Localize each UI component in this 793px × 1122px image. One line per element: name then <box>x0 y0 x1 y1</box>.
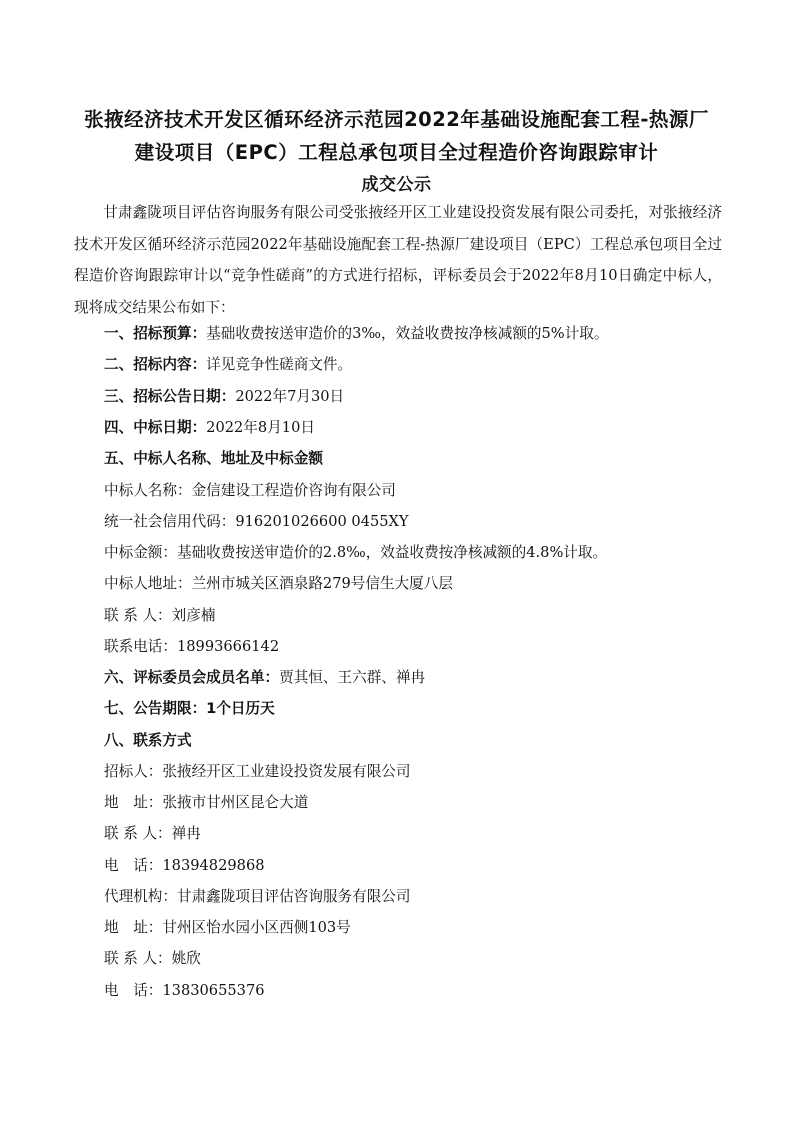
tenderer-address: 地 址：张掖市甘州区昆仑大道 <box>104 794 309 811</box>
agency-name: 代理机构：甘肃鑫陇项目评估咨询服务有限公司 <box>104 888 411 905</box>
section-budget-value: 基础收费按送审造价的3‰，效益收费按净核减额的5%计取。 <box>206 325 609 342</box>
section-award-date <box>104 416 315 437</box>
agency-phone: 电 话：13830655376 <box>104 982 265 999</box>
winner-phone: 联系电话：18993666142 <box>104 638 280 655</box>
winner-contact: 联 系 人：刘彦楠 <box>104 607 216 624</box>
title-line-1: 张掖经济技术开发区循环经济示范园2022年基础设施配套工程-热源厂 <box>84 108 709 131</box>
winner-amount: 中标金额：基础收费按送审造价的2.8‰，效益收费按净核减额的4.8%计取。 <box>104 544 608 561</box>
section-content <box>104 353 352 374</box>
section-committee <box>104 666 425 687</box>
section-notice-date-label: 三、招标公告日期： <box>104 388 236 405</box>
tenderer-name: 招标人：张掖经开区工业建设投资发展有限公司 <box>104 763 411 780</box>
intro-paragraph: 甘肃鑫陇项目评估咨询服务有限公司受张掖经开区工业建设投资发展有限公司委托，对张掖经济技术开发区循环经济示范园2022年基础设施配套工程-热源厂建设项目（EPC）工程总承包项目全过程造价咨询跟踪审计以“竞争性磋商”的方式进行招标，评标委员会于2022年8月10日确定中标人，现将成交结果公布如下： <box>74 204 722 316</box>
section-notice-date <box>104 385 344 406</box>
section-award-date-label: 四、中标日期： <box>104 419 207 436</box>
section-notice-date-value: 2022年7月30日 <box>235 388 345 405</box>
section-award-date-value: 2022年8月10日 <box>206 419 315 436</box>
title-line-2: 建设项目（EPC）工程总承包项目全过程造价咨询跟踪审计 <box>134 141 659 164</box>
winner-address: 中标人地址：兰州市城关区酒泉路279号信生大厦八层 <box>104 575 453 592</box>
section-contact-heading: 八、联系方式 <box>104 732 192 749</box>
section-period-value: 1个日历天 <box>206 700 275 717</box>
agency-contact: 联 系 人：姚欣 <box>104 950 201 967</box>
tenderer-contact: 联 系 人：禅冉 <box>104 825 201 842</box>
section-period <box>104 697 275 718</box>
section-content-label: 二、招标内容： <box>104 356 207 373</box>
agency-address: 地 址：甘州区怡水园小区西侧103号 <box>104 919 351 936</box>
winner-credit-code: 统一社会信用代码：916201026600 0455XY <box>104 513 409 530</box>
subtitle: 成交公示 <box>361 175 432 195</box>
section-committee-value: 贾其恒、王六群、禅冉 <box>279 669 426 686</box>
section-budget <box>104 322 608 343</box>
tenderer-phone: 电 话：18394829868 <box>104 857 265 874</box>
section-content-value: 详见竞争性磋商文件。 <box>206 356 353 373</box>
section-committee-label: 六、评标委员会成员名单： <box>104 669 280 686</box>
section-budget-label: 一、招标预算： <box>104 325 207 342</box>
section-winner-heading: 五、中标人名称、地址及中标金额 <box>104 450 323 467</box>
winner-name: 中标人名称：金信建设工程造价咨询有限公司 <box>104 482 396 499</box>
section-period-label: 七、公告期限： <box>104 700 207 717</box>
